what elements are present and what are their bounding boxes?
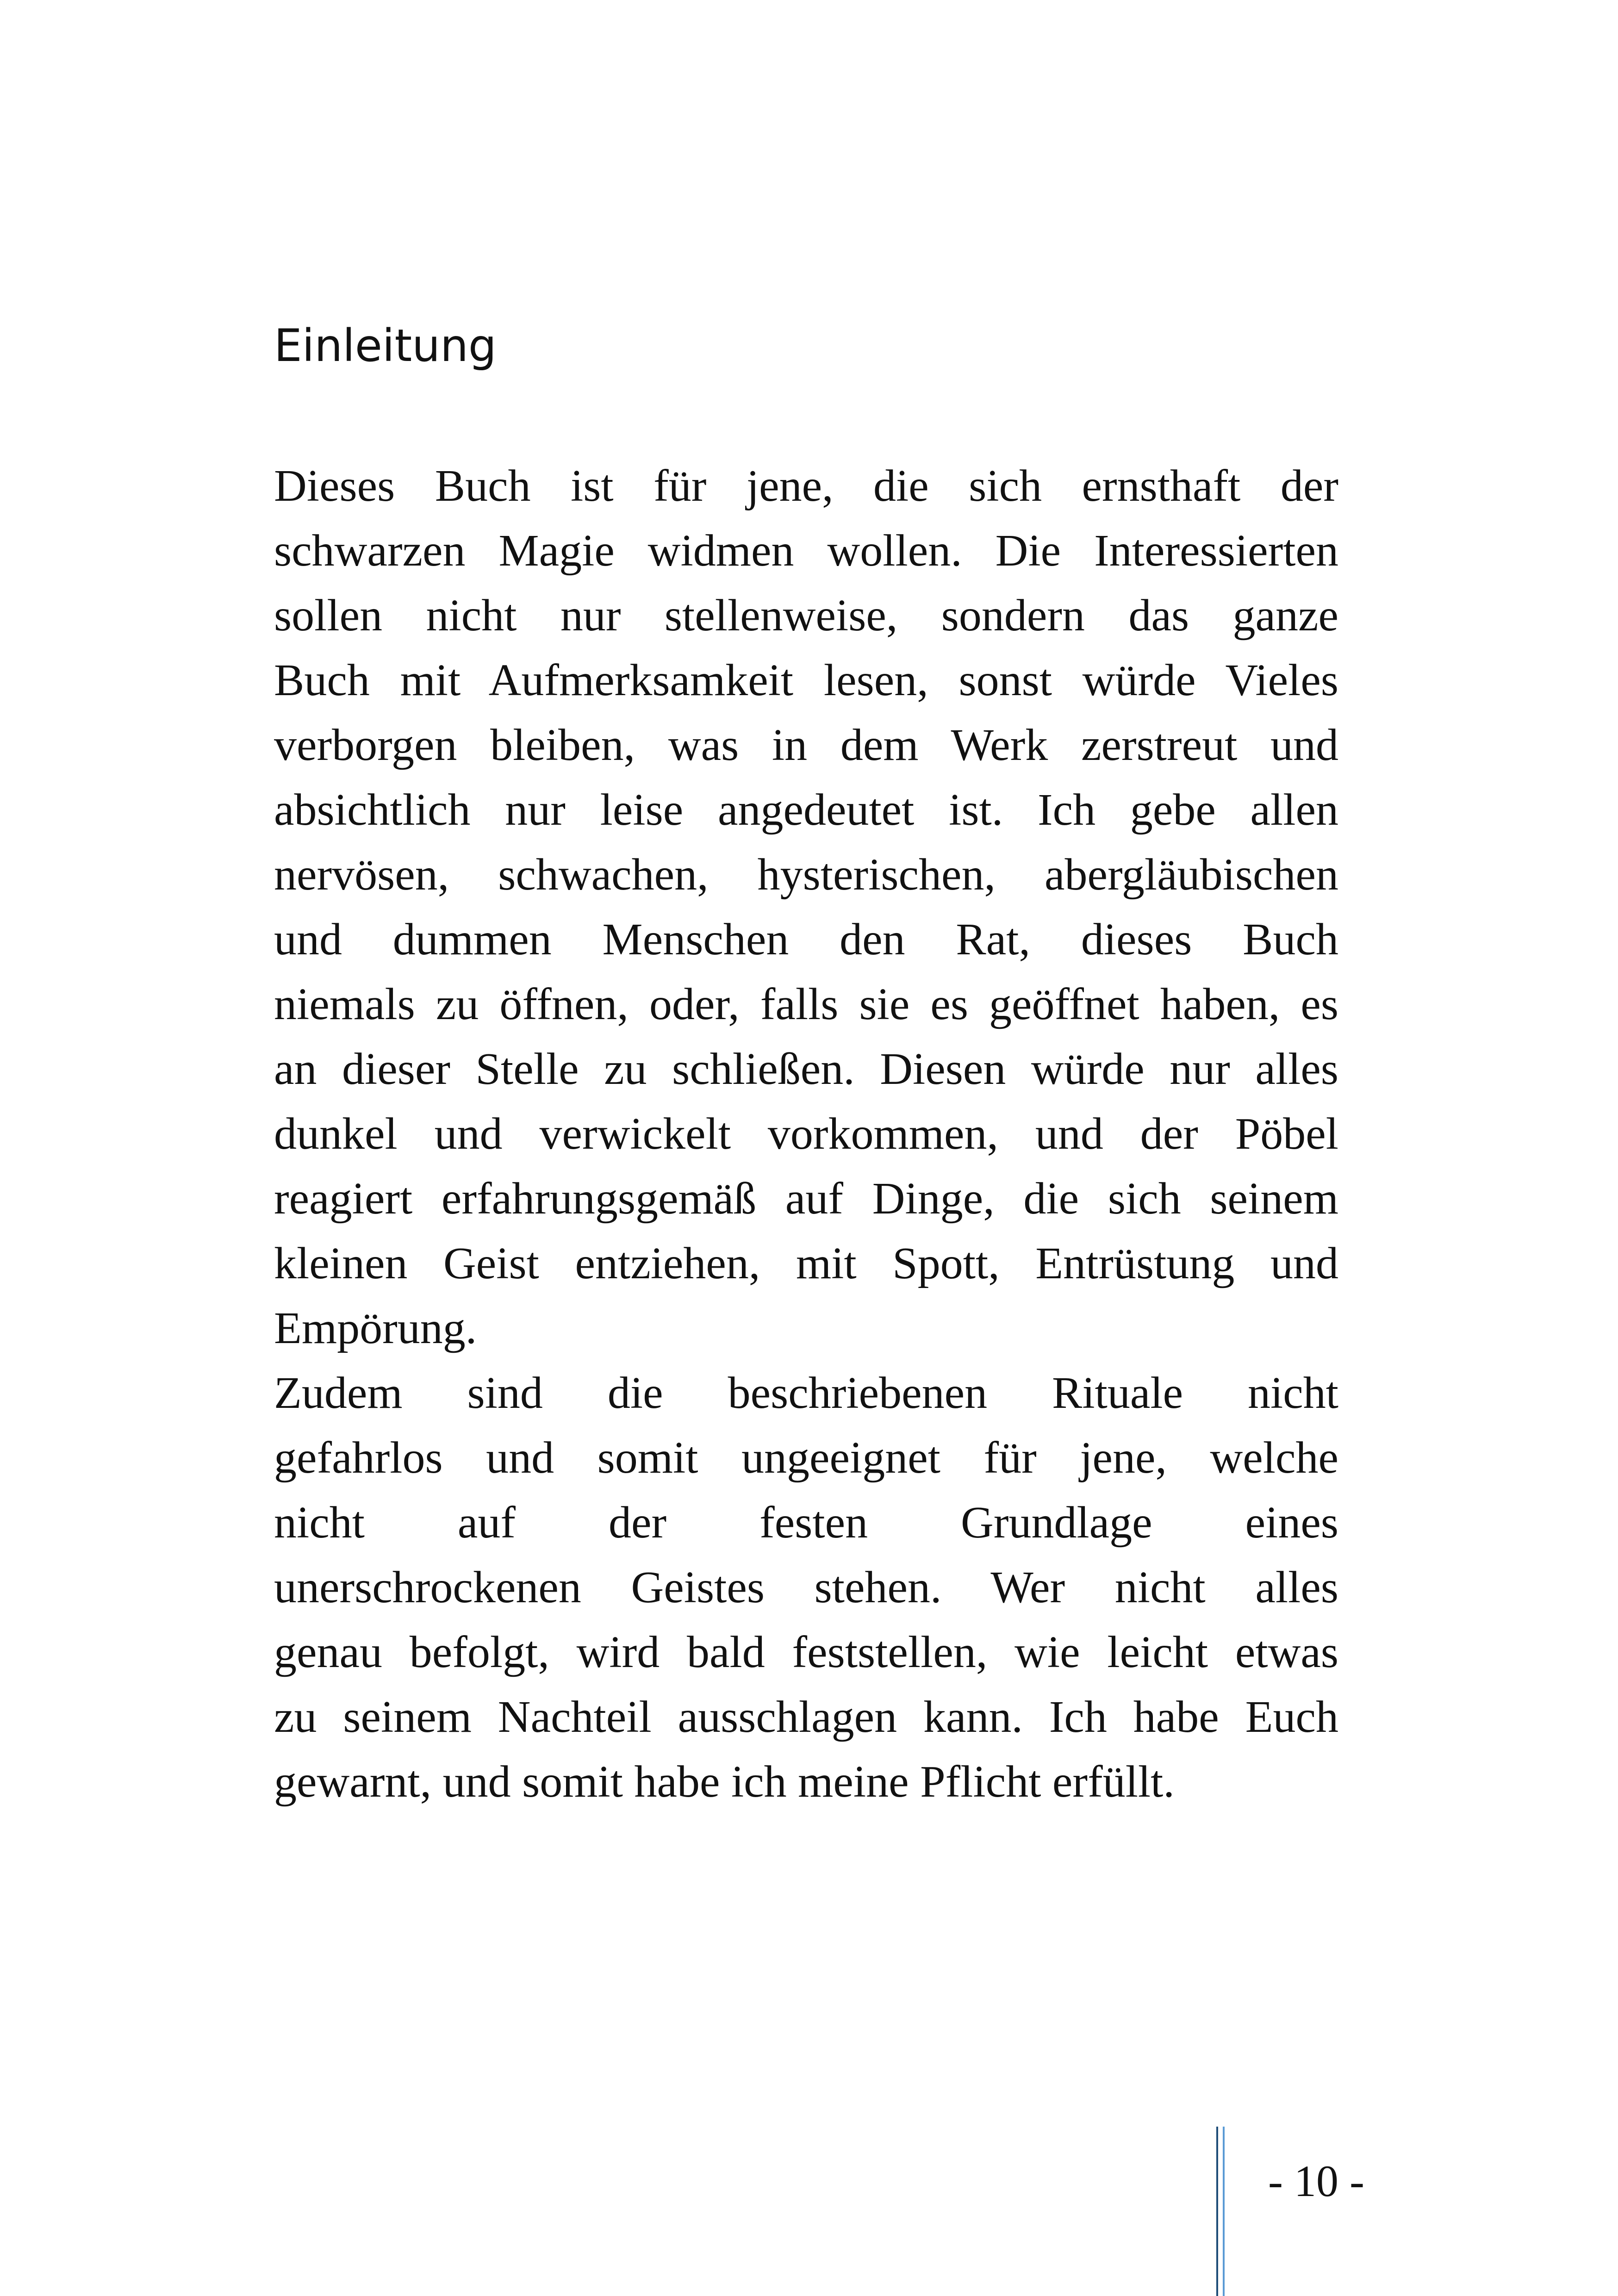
text-line: kleinen Geist entziehen, mit Spott, Entrüstung und xyxy=(274,1238,1338,1288)
text-line: absichtlich nur leise angedeutet ist. Ich gebe allen xyxy=(274,785,1338,835)
text-line: zu seinem Nachteil ausschlagen kann. Ich habe Euch xyxy=(274,1692,1338,1742)
footer-rule xyxy=(1216,2127,1225,2296)
text-line: an dieser Stelle zu schließen. Diesen würde nur alles xyxy=(274,1044,1338,1094)
text-line: dunkel und verwickelt vorkommen, und der Pöbel xyxy=(274,1109,1338,1159)
text-line: reagiert erfahrungsgemäß auf Dinge, die sich seinem xyxy=(274,1174,1338,1224)
footer-rule-line-light xyxy=(1223,2127,1225,2296)
text-line: niemals zu öffnen, oder, falls sie es geöffnet haben, es xyxy=(274,979,1338,1029)
page-title: Einleitung xyxy=(274,320,497,372)
text-line: gefahrlos und somit ungeeignet für jene, welche xyxy=(274,1433,1338,1483)
text-line: Dieses Buch ist für jene, die sich ernsthaft der xyxy=(274,461,1338,511)
text-line: sollen nicht nur stellenweise, sondern das ganze xyxy=(274,591,1338,641)
text-line: nervösen, schwachen, hysterischen, abergläubischen xyxy=(274,850,1338,900)
text-line: schwarzen Magie widmen wollen. Die Interessierten xyxy=(274,526,1338,576)
text-line: verborgen bleiben, was in dem Werk zerstreut und xyxy=(274,720,1338,770)
text-line: nicht auf der festen Grundlage eines xyxy=(274,1498,1338,1548)
body-text xyxy=(274,454,1338,1814)
text-line: unerschrockenen Geistes stehen. Wer nicht alles xyxy=(274,1562,1338,1612)
text-line: Zudem sind die beschriebenen Rituale nicht xyxy=(274,1368,1338,1418)
page-number: - 10 - xyxy=(1268,2156,1364,2206)
text-line: und dummen Menschen den Rat, dieses Buch xyxy=(274,915,1338,964)
text-line: genau befolgt, wird bald feststellen, wie leicht etwas xyxy=(274,1627,1338,1677)
text-line: gewarnt, und somit habe ich meine Pflicht erfüllt. xyxy=(274,1757,1175,1807)
text-line: Buch mit Aufmerksamkeit lesen, sonst würde Vieles xyxy=(274,655,1338,705)
text-line: Empörung. xyxy=(274,1303,477,1353)
paragraph-1 xyxy=(274,454,1338,1361)
paragraph-2 xyxy=(274,1361,1338,1814)
footer-rule-line-dark xyxy=(1216,2127,1218,2296)
